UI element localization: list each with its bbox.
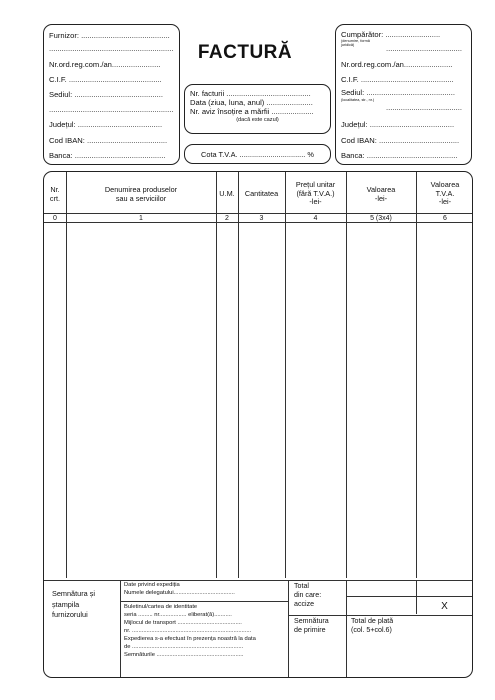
col-number: 0 xyxy=(53,215,57,222)
transport-field[interactable]: Mijlocul de transport ........................................ xyxy=(124,620,242,626)
col-number: 1 xyxy=(139,215,143,222)
buyer-name-hint: (denumire, formă juridică) xyxy=(341,39,370,47)
delivery-note-field[interactable]: Nr. aviz însoțire a mărfii .................... xyxy=(190,107,314,116)
col-number: 6 xyxy=(443,215,447,222)
supplier-signature-label: Semnătura și ștampila furnizorului xyxy=(52,589,95,619)
delivery-note-hint: (dacă este cazul) xyxy=(236,117,279,123)
payment-total-field[interactable] xyxy=(347,638,472,677)
header-value: Valoarea -lei- xyxy=(366,185,396,203)
supplier-bank-field[interactable]: Banca: ........................................... xyxy=(49,151,166,160)
excise-value-field[interactable] xyxy=(347,597,416,615)
col-number: 4 xyxy=(313,215,318,222)
buyer-iban-field[interactable]: Cod IBAN: ...................................... xyxy=(341,136,460,145)
supplier-box xyxy=(43,24,180,165)
id-card-field[interactable]: seria ......... nr................. eliberat(ă)........... xyxy=(124,612,232,618)
header-quantity: Cantitatea xyxy=(244,189,279,198)
invoice-date-field[interactable]: Data (ziua, luna, anul) ...................... xyxy=(190,98,313,107)
buyer-address-line[interactable]: .................................... xyxy=(386,103,462,112)
buyer-name-field[interactable]: Cumpărător: .......................... xyxy=(341,30,441,39)
buyer-bank-field[interactable]: Banca: ........................................... xyxy=(341,151,458,160)
transport-nr-field[interactable]: nr. .......................................................................... xyxy=(124,628,252,634)
header-product-name: Denumirea produselor sau a serviciilor xyxy=(104,185,178,203)
header-vat-value: Valoarea T.V.A. -lei- xyxy=(430,180,460,207)
supplier-address-line[interactable]: ........................................................... xyxy=(49,105,174,114)
buyer-name-line[interactable]: .................................... xyxy=(386,44,462,53)
supplier-signature-area[interactable] xyxy=(44,622,120,677)
supplier-cif-field[interactable]: C.I.F. ............................................ xyxy=(49,75,162,84)
receipt-signature-area[interactable] xyxy=(289,637,346,677)
vat-rate-field[interactable]: Cota T.V.A. ................................ % xyxy=(201,150,314,159)
buyer-county-field[interactable]: Județul: ........................................ xyxy=(341,120,455,129)
buyer-address-hint: (localitatea, str., nr.) xyxy=(341,98,375,102)
total-value-field[interactable] xyxy=(347,581,416,596)
footer-divider xyxy=(288,615,472,616)
items-table xyxy=(43,171,473,678)
invoice-info-box xyxy=(184,84,331,134)
header-unit: U.M. xyxy=(219,189,235,198)
col-number: 5 (3x4) xyxy=(370,215,392,222)
total-label: Total din care: accize xyxy=(294,582,322,608)
expedition-statement: Expedierea s-a efectuat în prezența noastră la data xyxy=(124,636,256,642)
header-nr-crt: Nr. crt. xyxy=(49,185,61,203)
vat-rate-box xyxy=(184,144,331,164)
buyer-box xyxy=(335,24,472,165)
supplier-name-field[interactable]: Furnizor: .......................................... xyxy=(49,31,170,40)
header-divider xyxy=(44,213,472,214)
footer-divider xyxy=(120,601,288,602)
col-number: 3 xyxy=(259,215,264,222)
total-vat-field[interactable] xyxy=(417,581,472,596)
page-title: FACTURĂ xyxy=(197,42,293,63)
payment-total-label: Total de plată (col. 5+col.6) xyxy=(351,617,394,634)
excise-vat-x-mark: X xyxy=(441,601,448,612)
buyer-regnr-field[interactable]: Nr.ord.reg.com./an....................... xyxy=(341,60,453,69)
footer-divider-v xyxy=(120,580,121,677)
supplier-regnr-field[interactable]: Nr.ord.reg.com./an....................... xyxy=(49,60,161,69)
supplier-iban-field[interactable]: Cod IBAN: ...................................... xyxy=(49,136,168,145)
receipt-signature-label: Semnătura de primire xyxy=(294,617,329,634)
supplier-address-field[interactable]: Sediul: .......................................... xyxy=(49,90,163,99)
buyer-cif-field[interactable]: C.I.F. ............................................ xyxy=(341,75,454,84)
expedition-title: Date privind expediția xyxy=(124,582,180,588)
id-card-label: Buletinul/cartea de identitate xyxy=(124,604,198,610)
buyer-address-field[interactable]: Sediul: .......................................... xyxy=(341,88,455,97)
items-body[interactable] xyxy=(44,223,472,578)
expedition-date-field[interactable]: de ..................................................................... xyxy=(124,644,244,650)
supplier-county-field[interactable]: Județul: ........................................ xyxy=(49,120,163,129)
header-unit-price: Prețul unitar (fără T.V.A.) -lei- xyxy=(295,180,336,207)
supplier-name-line[interactable]: ........................................................... xyxy=(49,44,174,53)
col-number: 2 xyxy=(225,215,229,222)
expedition-signatures-field[interactable]: Semnăturile ...................................................... xyxy=(124,652,244,658)
invoice-number-field[interactable]: Nr. facturii ........................................ xyxy=(190,89,311,98)
delegate-name-field[interactable]: Numele delegatului...................................... xyxy=(124,590,235,596)
